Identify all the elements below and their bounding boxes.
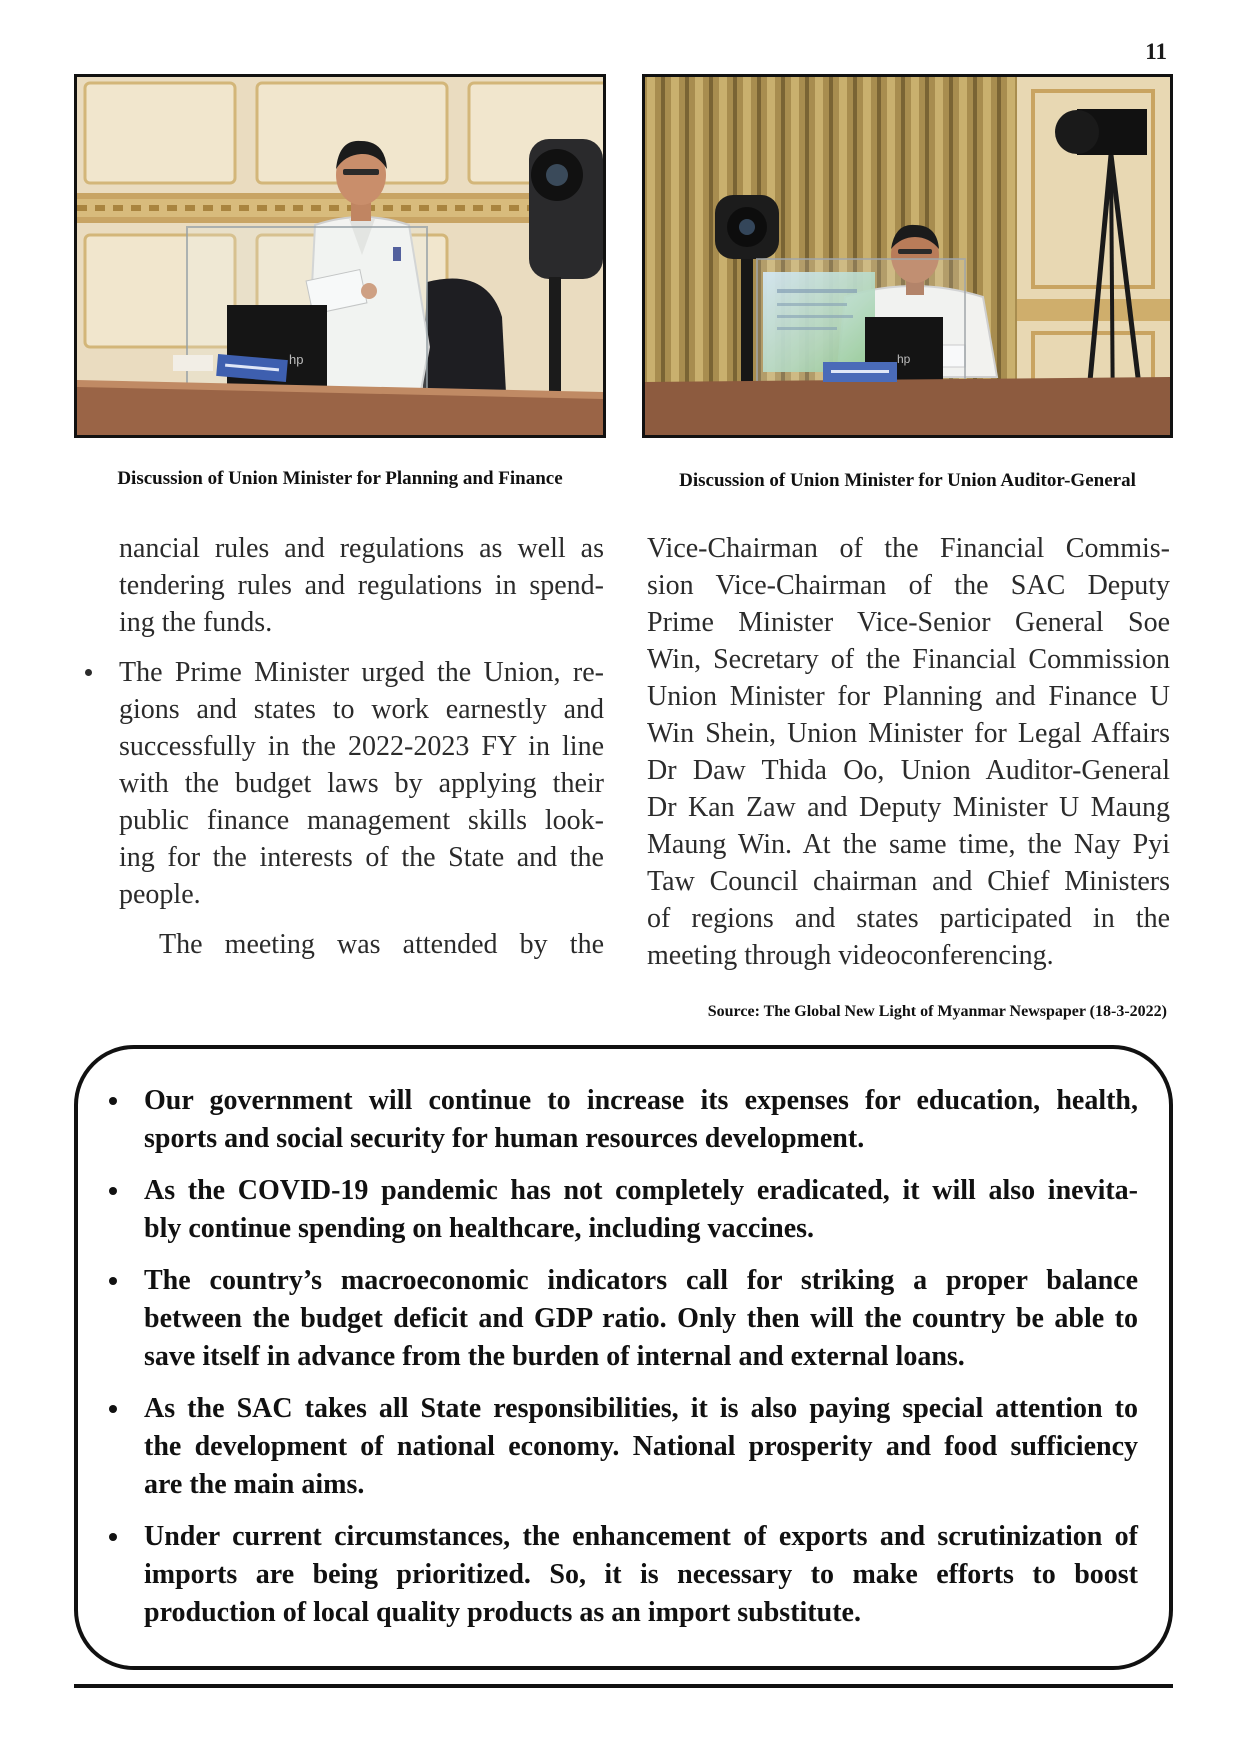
text-line: Taw Council chairman and Chief Ministers — [647, 866, 1170, 897]
tissue-box — [173, 355, 213, 371]
text-line: the development of national economy. National prosperity and food sufficiency — [144, 1431, 1138, 1462]
computer-monitor — [227, 305, 327, 397]
text-line: Dr Kan Zaw and Deputy Minister U Maung — [647, 792, 1170, 823]
bullet-item — [119, 654, 604, 913]
text-line: The meeting was attended by the — [159, 929, 604, 960]
text-line: Under current circumstances, the enhancement of exports and scrutinization of — [144, 1521, 1138, 1552]
text-line: As the COVID-19 pandemic has not completely eradicated, it will also inevita- — [144, 1175, 1138, 1206]
highlight-bullet — [144, 1082, 1138, 1158]
text-line: save itself in advance from the burden of internal and external loans. — [144, 1341, 965, 1372]
text-line: successfully in the 2022-2023 FY in line — [119, 731, 604, 762]
text-line: public finance management skills look- — [119, 805, 604, 836]
text-line: gions and states to work earnestly and — [119, 694, 604, 725]
text-line: people. — [119, 879, 201, 910]
text-line: tendering rules and regulations in spend- — [119, 570, 604, 601]
text-line: are the main aims. — [144, 1469, 365, 1500]
right-column — [647, 530, 1170, 974]
hp-logo: hp — [897, 352, 911, 366]
text-line: Win Shein, Union Minister for Legal Affairs — [647, 718, 1170, 749]
text-line: As the SAC takes all State responsibilities, it is also paying special attention to — [144, 1393, 1138, 1424]
hp-logo: hp — [289, 352, 304, 367]
text-line: Union Minister for Planning and Finance U — [647, 681, 1170, 712]
highlight-bullet — [144, 1262, 1138, 1376]
text-line: Vice-Chairman of the Financial Commis- — [647, 533, 1170, 564]
photo-scene — [645, 77, 1170, 435]
highlight-bullet — [144, 1518, 1138, 1632]
text-line: Our government will continue to increase its expenses for education, health, — [144, 1085, 1138, 1116]
text-line: Win, Secretary of the Financial Commission — [647, 644, 1170, 675]
text-line: Prime Minister Vice-Senior General Soe — [647, 607, 1170, 638]
text-line: nancial rules and regulations as well as — [119, 533, 604, 564]
text-line: production of local quality products as an import substitute. — [144, 1597, 861, 1628]
highlight-bullet — [144, 1390, 1138, 1504]
bullet-icon — [109, 1405, 117, 1413]
photo-caption: Discussion of Union Minister for Union Auditor-General — [679, 470, 1136, 491]
source-citation: Source: The Global New Light of Myanmar Newspaper (18-3-2022) — [707, 1003, 1167, 1020]
text-line: sion Vice-Chairman of the SAC Deputy — [647, 570, 1170, 601]
text-line: with the budget laws by applying their — [119, 768, 604, 799]
bottom-divider — [74, 1684, 1173, 1688]
text-line: bly continue spending on healthcare, including vaccines. — [144, 1213, 815, 1244]
text-line: The country’s macroeconomic indicators call for striking a proper balance — [144, 1265, 1138, 1296]
text-line: of regions and states participated in the — [647, 903, 1170, 934]
text-line: The Prime Minister urged the Union, re- — [119, 657, 604, 688]
photo-scene — [77, 77, 603, 435]
photo-caption: Discussion of Union Minister for Planning and Finance — [117, 468, 563, 489]
text-line: between the budget deficit and GDP ratio. Only then will the country be able to — [144, 1303, 1138, 1334]
text-line: ing for the interests of the State and the — [119, 842, 604, 873]
highlight-bullet — [144, 1172, 1138, 1248]
bullet-icon — [109, 1187, 117, 1195]
paragraph — [119, 530, 604, 641]
photo-auditor-general — [642, 74, 1173, 438]
left-column — [119, 530, 604, 963]
text-line: Maung Win. At the same time, the Nay Pyi — [647, 829, 1170, 860]
text-line: meeting through videoconferencing. — [647, 940, 1054, 971]
bullet-icon — [109, 1277, 117, 1285]
bullet-icon — [109, 1097, 117, 1105]
paragraph — [647, 530, 1170, 974]
text-line: ing the funds. — [119, 607, 273, 638]
highlights-list — [144, 1082, 1138, 1646]
bullet-icon — [85, 669, 92, 676]
nameplate — [823, 362, 897, 382]
photo-planning-finance-minister — [74, 74, 606, 438]
desk — [645, 377, 1170, 435]
page-number: 11 — [1145, 39, 1167, 64]
text-line: imports are being prioritized. So, it is necessary to make efforts to boost — [144, 1559, 1138, 1590]
text-line: sports and social security for human resources development. — [144, 1123, 865, 1154]
text-line: Dr Daw Thida Oo, Union Auditor-General — [647, 755, 1170, 786]
bullet-icon — [109, 1533, 117, 1541]
paragraph — [119, 926, 604, 963]
